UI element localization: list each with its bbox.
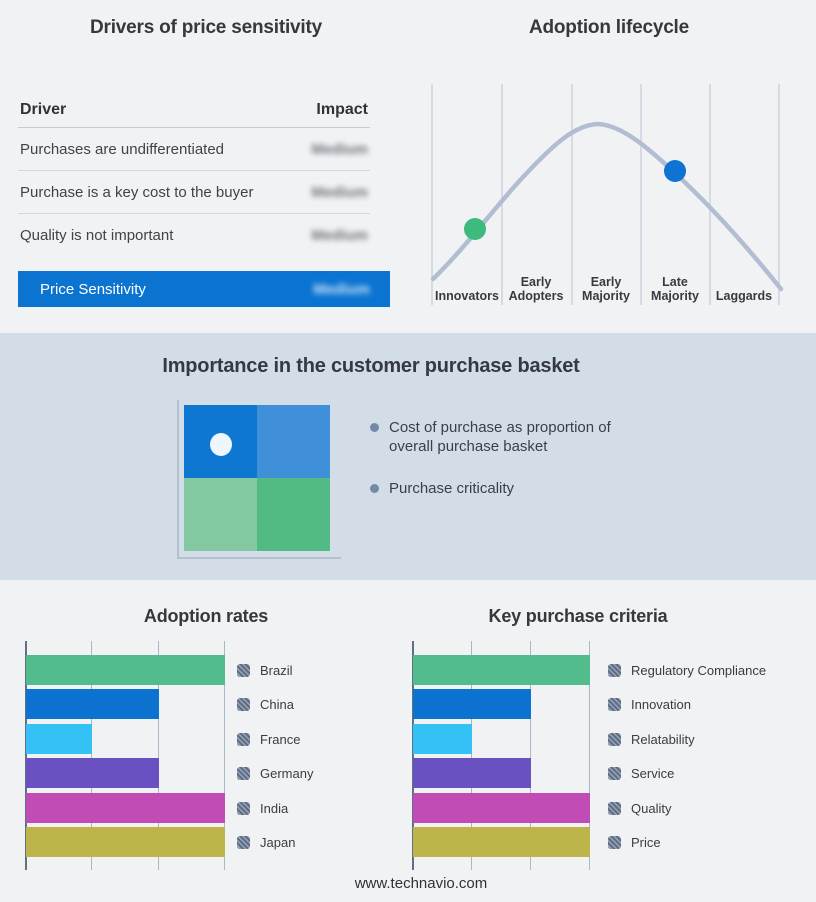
legend-item [237,730,300,748]
key-criteria-plot [413,641,590,870]
bullet-text: Cost of purchase as proportion of overall purchase basket [389,419,611,455]
bar-china [26,689,159,719]
quadrant-bottom-left [184,478,257,551]
legend-item [608,764,674,782]
innovators-marker-dot [464,218,486,240]
stage-label-early-adopters: Early Adopters [508,274,564,304]
impact-cell-blurred: Medium [311,140,368,158]
purchase-basket-title: Importance in the customer purchase basket [162,355,580,377]
table-row [18,128,370,171]
bottom-section [0,580,816,902]
bar-innovation [413,689,531,719]
drivers-table [18,92,370,256]
legend-label: Relatability [631,731,695,747]
adoption-rates-plot [26,641,225,870]
legend-item [608,730,695,748]
bar-service [413,758,531,788]
col-header-driver: Driver [20,100,67,118]
legend-label: Japan [260,834,296,850]
position-dot [210,433,232,456]
late-majority-marker-dot [664,160,686,182]
bullet-text: Purchase criticality [389,480,515,497]
stage-label-laggards: Laggards [715,289,773,304]
legend-label: Price [631,834,661,850]
bar-quality [413,793,590,823]
legend-label: Brazil [260,662,293,678]
bullet-dot-icon [370,484,379,493]
price-sensitivity-highlight-row [18,271,390,307]
legend-item [237,764,313,782]
bar-relatability [413,724,472,754]
quadrant-bottom-right [257,478,330,551]
quadrant-chart [184,405,330,551]
legend-item [608,695,691,713]
legend-item [237,799,288,817]
driver-cell: Price Sensitivity [40,280,146,298]
bar-price [413,827,590,857]
legend-item [608,833,661,851]
bullet-dot-icon [370,423,379,432]
legend-swatch-icon [237,733,250,746]
stage-label-innovators: Innovators [435,289,499,304]
lifecycle-panel-title: Adoption lifecycle [528,17,690,38]
legend-item [608,799,671,817]
purchase-basket-section [0,333,816,580]
legend-swatch-icon [608,698,621,711]
stage-label-late-majority: Late Majority [651,274,699,304]
legend-label: Regulatory Compliance [631,662,767,678]
legend-label: Service [631,765,675,781]
legend-label: China [260,696,294,712]
bar-india [26,793,225,823]
legend-label: Germany [260,765,314,781]
quadrant-axis-horizontal [177,557,341,559]
drivers-panel-title: Drivers of price sensitivity [89,17,322,38]
legend-swatch-icon [237,767,250,780]
driver-cell: Purchases are undifferentiated [20,140,225,158]
legend-swatch-icon [237,664,250,677]
impact-cell-blurred: Medium [313,280,370,298]
legend-item [608,661,766,679]
bar-regulatory-compliance [413,655,590,685]
impact-cell-blurred: Medium [311,226,368,244]
impact-cell-blurred: Medium [311,183,368,201]
bar-germany [26,758,159,788]
bar-france [26,724,92,754]
legend-item [237,695,294,713]
driver-cell: Purchase is a key cost to the buyer [20,183,254,201]
drivers-table-header [18,92,370,128]
legend-swatch-icon [608,767,621,780]
legend-swatch-icon [608,836,621,849]
legend-label: Innovation [631,696,691,712]
legend-swatch-icon [608,664,621,677]
quadrant-axis-vertical [177,400,179,558]
top-section [0,0,816,333]
bar-brazil [26,655,225,685]
legend-item [237,833,295,851]
stage-label-early-majority: Early Majority [582,274,630,304]
col-header-impact: Impact [316,100,368,118]
key-purchase-criteria-title: Key purchase criteria [488,606,668,626]
legend-label: Quality [631,800,672,816]
footer-url[interactable]: www.technavio.com [354,875,488,892]
driver-cell: Quality is not important [20,226,174,244]
table-row [18,171,370,214]
legend-swatch-icon [608,802,621,815]
legend-item [237,661,293,679]
bar-japan [26,827,225,857]
quadrant-top-right [257,405,330,478]
legend-swatch-icon [237,836,250,849]
legend-label: France [260,731,301,747]
legend-swatch-icon [608,733,621,746]
table-row [18,214,370,256]
legend-swatch-icon [237,802,250,815]
legend-label: India [260,800,289,816]
adoption-rates-title: Adoption rates [143,606,269,626]
bullet-item [370,479,639,498]
legend-swatch-icon [237,698,250,711]
bullet-item [370,418,639,456]
quadrant-top-left [184,405,257,478]
